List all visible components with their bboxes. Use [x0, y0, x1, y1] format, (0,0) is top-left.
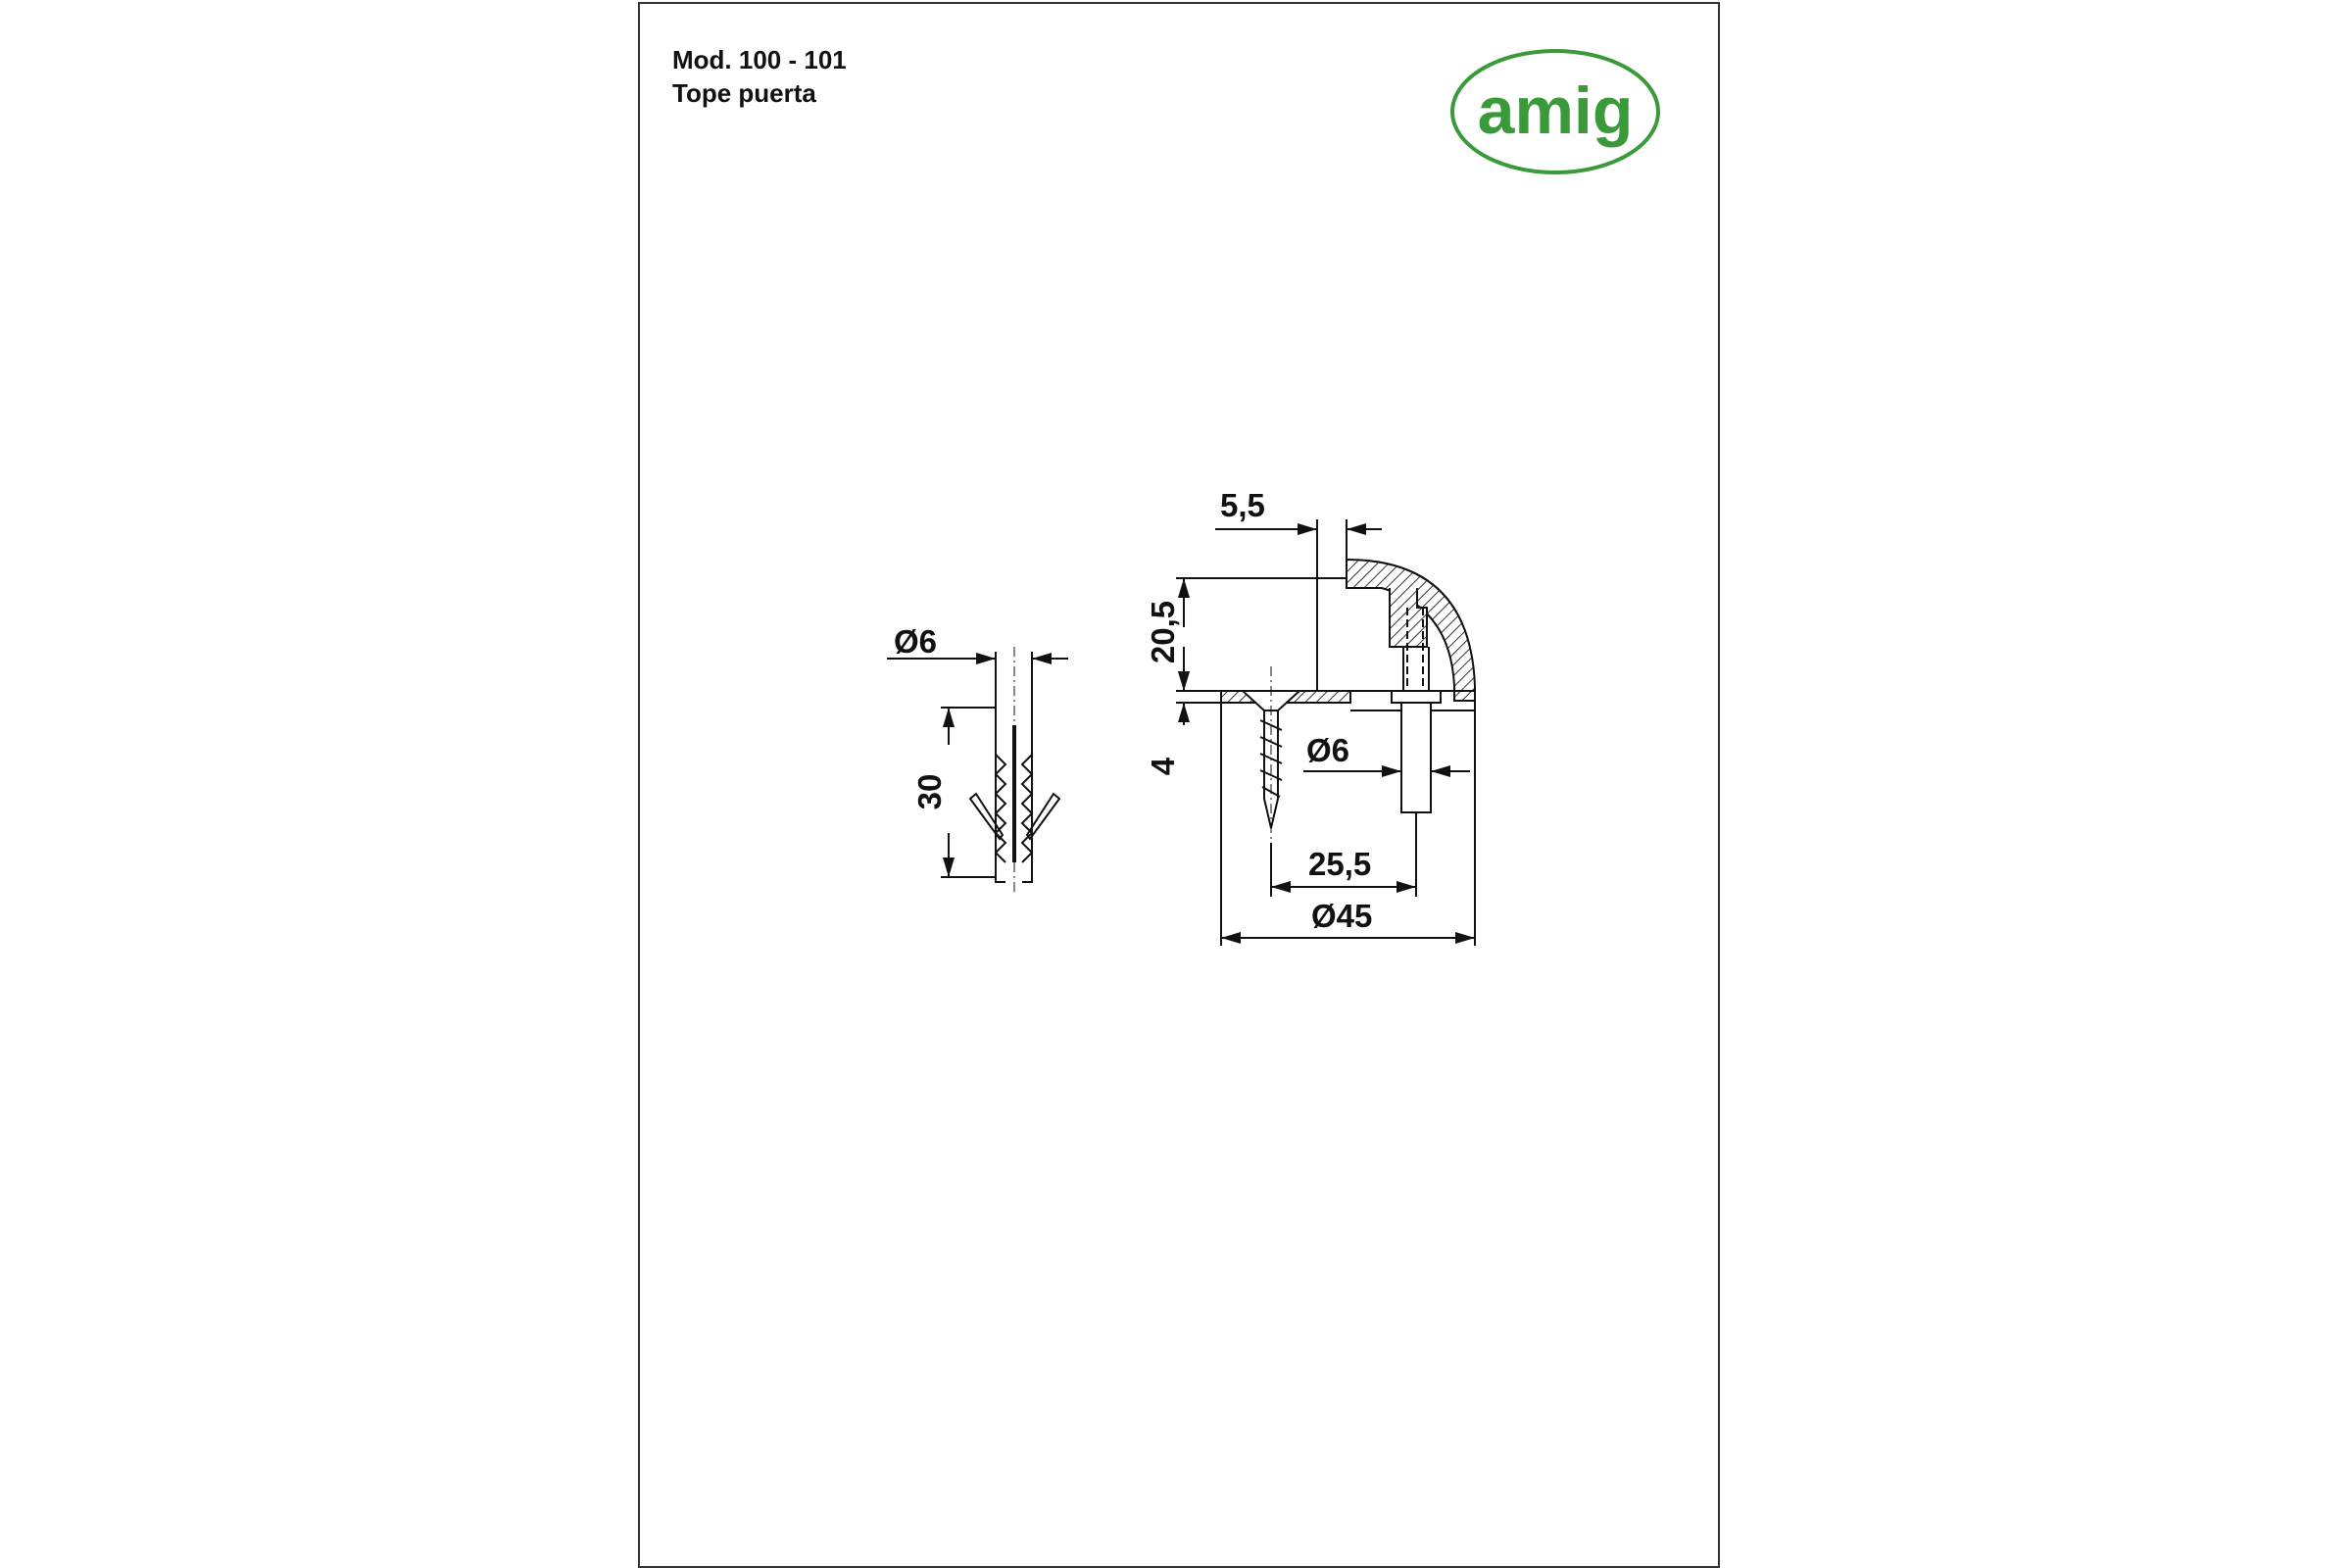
amig-logo	[1452, 51, 1658, 172]
dim-outer-diameter: Ø45	[1311, 898, 1373, 934]
dim-cap-height: 20,5	[1145, 600, 1181, 664]
screw	[1243, 666, 1299, 843]
wall-plug	[970, 647, 1059, 892]
model-description: Tope puerta	[672, 78, 816, 108]
pin	[1401, 699, 1431, 812]
dim-pin-diameter: Ø6	[1306, 732, 1350, 768]
dim-cap-offset: 5,5	[1220, 487, 1265, 523]
dim-plug-diameter: Ø6	[894, 623, 938, 660]
plug-dimensions	[887, 652, 1068, 877]
model-title: Mod. 100 - 101	[672, 45, 847, 74]
dim-base-height: 4	[1145, 757, 1181, 776]
dim-pin-distance: 25,5	[1308, 846, 1372, 882]
logo-text: amig	[1477, 74, 1634, 148]
dim-plug-length: 30	[911, 773, 948, 810]
